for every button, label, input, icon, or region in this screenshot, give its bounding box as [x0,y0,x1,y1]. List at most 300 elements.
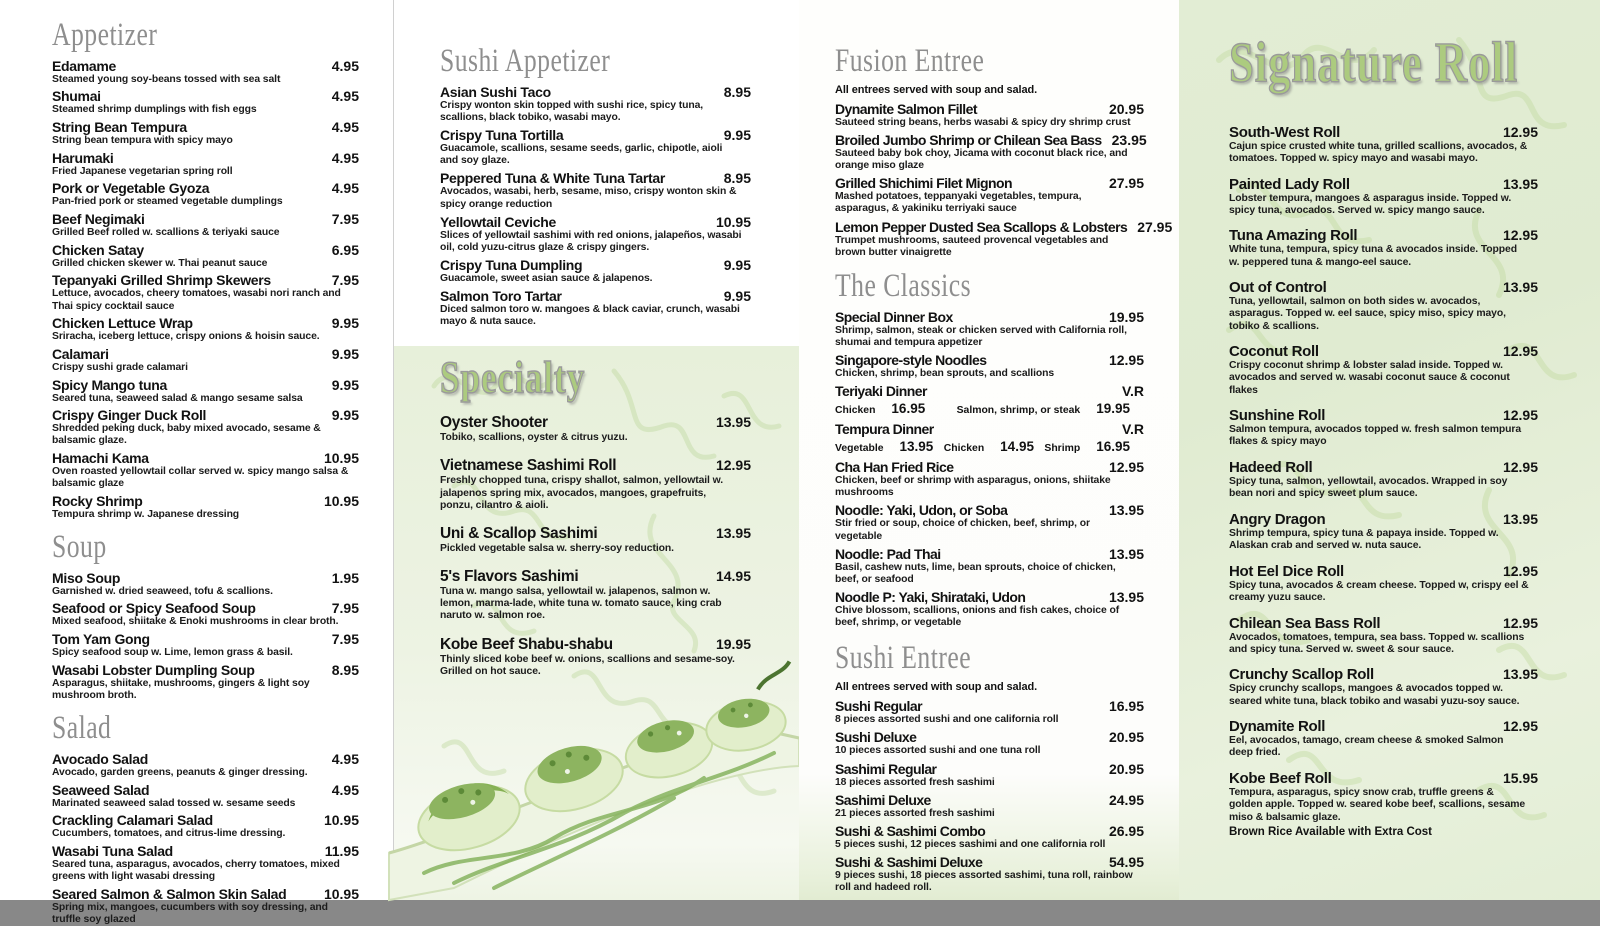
item-description: 8 pieces assorted sushi and one california roll [835,714,1059,726]
item-name: Avocado Salad [52,750,148,767]
item-name: Sashimi Regular [835,760,937,777]
menu-item [440,457,751,512]
item-description: Tobiko, scallions, oyster & citrus yuzu. [440,432,628,444]
item-price: 10.95 [715,213,751,230]
item-description: Spicy seafood soup w. Lime, lemon grass & basil. [52,647,293,659]
item-header [835,352,1144,368]
menu-item [52,180,359,208]
item-name: Crackling Calamari Salad [52,812,213,829]
item-price: 9.95 [331,376,359,393]
menu-item [52,782,359,810]
item-description: Steamed shrimp dumplings with fish eggs [52,104,257,116]
variant-label: Vegetable [835,443,884,455]
item-name: Seaweed Salad [52,781,150,798]
item-header [440,257,751,273]
item-price: 20.95 [1108,729,1144,746]
item-header [835,792,1144,808]
item-description: Garnished w. dried seaweed, tofu & scallions. [52,585,273,597]
item-header [52,180,359,196]
item-price: 4.95 [331,119,359,136]
item-header [835,218,1173,235]
item-name: Crispy Tuna Dumpling [440,257,583,274]
item-description: White tuna, tempura, spicy tuna & avocados inside. Topped w. peppered tuna & mango-eel sauce. [1229,244,1517,268]
menu-item [835,823,1144,851]
item-header [1229,615,1538,632]
item-description: Chicken, shrimp, bean sprouts, and scallions [835,367,1055,379]
item-name: Harumaki [52,149,114,166]
item-description: Marinated seaweed salad tossed w. sesame seeds [52,797,296,809]
item-header [1229,563,1538,580]
item-name: Coconut Roll [1229,343,1319,361]
menu-item [440,170,751,210]
item-header [835,729,1144,745]
item-name: South-West Roll [1229,123,1341,141]
item-header [52,631,359,647]
item-name: Hamachi Kama [52,450,149,467]
item-header [52,315,359,331]
item-price: 6.95 [331,241,359,258]
menu-item [835,309,1144,349]
menu-item [52,886,359,926]
specialty-zone [394,346,799,900]
item-price: 7.95 [331,600,359,617]
item-name: Uni & Scallop Sashimi [440,524,598,542]
section-title: Appetizer [52,15,158,53]
item-price: 54.95 [1108,854,1144,871]
item-price: 4.95 [331,781,359,798]
menu-item [835,175,1144,215]
item-price: 10.95 [323,812,359,829]
section-title: Sushi Appetizer [440,41,611,79]
item-price: 10.95 [323,885,359,902]
item-header [52,812,359,828]
item-header [1229,459,1538,476]
menu-item [835,589,1144,629]
item-name: Kobe Beef Roll [1229,770,1332,788]
variant-price: 14.95 [1000,439,1034,455]
item-price: 12.95 [1502,407,1538,424]
menu-item [835,421,1144,456]
sushi-photo-illustration [394,648,799,900]
item-header [835,309,1144,325]
item-name: Spicy Mango tuna [52,376,167,393]
item-header [52,407,359,423]
item-name: Vietnamese Sashimi Roll [440,457,617,475]
item-price: 27.95 [1108,175,1144,192]
item-header [52,150,359,166]
item-description: Lettuce, avocados, cheery tomatoes, wasabi nori ranch and Thai spicy cocktail sauce [52,288,341,312]
item-price: 14.95 [715,568,751,585]
item-price: 12.95 [1502,459,1538,476]
item-header [52,782,359,798]
item-description: Trumpet mushrooms, sauteed provencal vegetables and brown butter vinaigrette [835,234,1109,258]
item-name: Special Dinner Box [835,308,953,325]
item-header [52,88,359,104]
menu-item [52,211,359,239]
menu-item [52,493,359,521]
item-name: Calamari [52,345,109,362]
item-description: Spring mix, mangoes, cucumbers with soy dressing, and truffle soy glazed [52,901,328,925]
variant-label: Salmon, shrimp, or steak [956,405,1081,417]
item-description: Chive blossom, scallions, onions and fish cakes, choice of beef, shrimp, or vegetable [835,605,1120,629]
item-description: 10 pieces assorted sushi and one tuna roll [835,745,1041,757]
item-header [52,377,359,393]
item-description: Crispy coconut shrimp & lobster salad inside. Topped w. avocados and served w. wasabi coconut sauce & coconut flakes [1229,360,1510,396]
item-name: Out of Control [1229,279,1327,297]
item-price: 12.95 [1108,351,1144,368]
item-header [52,493,359,509]
item-price: 26.95 [1108,822,1144,839]
variant [835,438,933,456]
item-name: Sushi Regular [835,698,922,715]
item-price: 24.95 [1108,791,1144,808]
panel-sushi-appetizer-specialty [394,0,799,900]
menu-item [52,751,359,779]
variant-price: 13.95 [899,439,934,455]
item-header [835,459,1144,475]
menu-item [52,119,359,147]
item-price: 1.95 [331,569,359,586]
section-the-classics [835,266,1144,630]
item-name: Sushi & Sashimi Deluxe [835,854,983,871]
footer-note: Brown Rice Available with Extra Cost [1229,826,1433,838]
item-description: Lobster tempura, mangoes & asparagus inside. Topped w. spicy tuna, avocados. Served w. spicy mango sauce. [1229,192,1512,216]
variant [835,400,925,418]
item-name: Dynamite Salmon Fillet [835,100,977,117]
item-name: Shumai [52,88,101,105]
item-name: Noodle P: Yaki, Shirataki, Udon [835,589,1026,606]
section-title: The Classics [835,266,972,304]
item-description: Spicy tuna, salmon, yellowtail, avocados. Wrapped in soy bean nori and spicy sweet plum sauce. [1229,476,1508,500]
section-sushi-appetizer [440,41,751,329]
item-name: Kobe Beef Shabu-shabu [440,635,613,653]
item-price: 4.95 [331,88,359,105]
item-description: Freshly chopped tuna, crispy shallot, salmon, yellowtail w. jalapenos spring mix, avocados, mangoes, grapefruits, ponzu, cilantro & aioli. [440,475,723,511]
item-price: 20.95 [1108,760,1144,777]
item-name: Hadeed Roll [1229,459,1313,477]
item-name: Sushi Deluxe [835,729,917,746]
item-price: 4.95 [331,57,359,74]
item-price: 15.95 [1502,770,1538,787]
panel-signature-roll [1179,0,1600,900]
menu-item [835,729,1144,757]
item-price: 19.95 [1108,308,1144,325]
item-header [835,502,1144,518]
item-header [1229,279,1538,296]
item-header [440,127,751,143]
item-header [440,457,751,475]
item-name: Rocky Shrimp [52,492,143,509]
item-name: Peppered Tuna & White Tuna Tartar [440,170,666,187]
section-sushi-entree [835,639,1144,894]
variant-price: 16.95 [891,401,926,417]
item-price: 12.95 [1108,459,1144,476]
menu-item [1229,718,1538,759]
item-description: Tuna w. mango salsa, yellowtail w. jalapenos, salmon w. lemon, marma-lade, white tuna w. tomato sauce, king crab naruto w. salmon roe. [440,586,722,622]
item-price: V.R [1121,383,1144,400]
item-price: 7.95 [331,211,359,228]
item-name: Teriyaki Dinner [835,383,927,400]
item-description: Mixed seafood, shiitake & Enoki mushrooms in clear broth. [52,616,339,628]
section-title: Fusion Entree [835,41,985,79]
menu-item [440,84,751,124]
item-description: Tempura shrimp w. Japanese dressing [52,508,240,520]
item-description: Pickled vegetable salsa w. sherry-soy reduction. [440,542,674,554]
item-description: Stir fried or soup, choice of chicken, beef, shrimp, or vegetable [835,518,1090,542]
item-name: Salmon Toro Tartar [440,288,562,305]
item-price: 12.95 [1502,718,1538,735]
item-price: 13.95 [1108,545,1144,562]
panel-appetizer-soup-salad [0,0,394,925]
item-price: 8.95 [331,661,359,678]
item-price: 13.95 [1502,510,1538,527]
item-price: 4.95 [331,149,359,166]
item-price: 23.95 [1111,131,1147,148]
menu-item [52,570,359,598]
item-description: String bean tempura with spicy mayo [52,135,233,147]
menu-item [52,88,359,116]
menu-item [1229,615,1538,656]
menu-item [52,812,359,840]
menu-item [52,843,359,883]
item-description: Salmon tempura, avocados topped w. fresh salmon tempura flakes & spicy mayo [1229,424,1522,448]
item-name: Painted Lady Roll [1229,175,1350,193]
item-name: Seared Salmon & Salmon Skin Salad [52,885,287,902]
item-name: Tuna Amazing Roll [1229,227,1358,245]
item-price: 12.95 [1502,227,1538,244]
item-name: Miso Soup [52,569,121,586]
item-header [1229,407,1538,424]
menu-item [52,58,359,86]
item-name: Angry Dragon [1229,510,1326,528]
item-price: 16.95 [1108,698,1144,715]
item-header [440,84,751,100]
menu-item [440,288,751,328]
item-name: Sunshine Roll [1229,407,1326,425]
item-description: Avocados, wasabi, herb, sesame, miso, crispy wonton skin & spicy orange reduction [440,186,737,210]
item-header [440,568,751,586]
item-description: Shrimp, salmon, steak or chicken served with California roll, shumai and tempura appetizer [835,324,1127,348]
item-description: Sriracha, iceberg lettuce, crispy onions & hoisin sauce. [52,331,320,343]
item-price: 7.95 [331,631,359,648]
item-description: Oven roasted yellowtail collar served w. spicy mango salsa & balsamic glaze [52,466,349,490]
menu-item [1229,459,1538,500]
menu-item [440,214,751,254]
menu-item [835,502,1144,542]
menu-item [835,546,1144,586]
menu-item [52,662,359,702]
item-price: 12.95 [1502,123,1538,140]
menu-item [52,600,359,628]
item-name: Tepanyaki Grilled Shrimp Skewers [52,272,271,289]
item-description: Basil, cashew nuts, lime, bean sprouts, choice of chicken, beef, or seafood [835,561,1116,585]
menu-item [835,792,1144,820]
item-price: 13.95 [715,414,751,431]
item-header [52,570,359,586]
menu-item [835,101,1144,129]
item-header [52,272,359,288]
item-price: 19.95 [715,635,751,652]
variant-price: 19.95 [1096,401,1130,417]
menu-item [52,407,359,447]
item-price: 12.95 [1502,343,1538,360]
item-name: Seafood or Spicy Seafood Soup [52,600,256,617]
item-description: Cajun spice crusted white tuna, grilled scallions, avocados, & tomatoes. Topped w. spicy mayo and wasabi mayo. [1229,140,1528,164]
item-name: Noodle: Yaki, Udon, or Soba [835,502,1008,519]
menu-item [52,450,359,490]
item-name: Dynamite Roll [1229,718,1326,736]
item-header [1229,770,1538,787]
item-name: Grilled Shichimi Filet Mignon [835,175,1012,192]
item-header [440,525,751,543]
section-title: Salad [52,708,112,746]
item-description: Seared tuna, asparagus, avocados, cherry tomatoes, mixed greens with light wasabi dressing [52,858,340,883]
menu-item [835,218,1173,259]
menu-item [1229,511,1538,552]
item-description: Mashed potatoes, teppanyaki vegetables, tempura, asparagus, & yakiniku terriyaki sauce [835,191,1082,215]
menu-item [52,242,359,270]
item-header [835,101,1144,117]
item-name: Singapore-style Noodles [835,351,987,368]
item-description: Shredded peking duck, baby mixed avocado, sesame & balsamic glaze. [52,423,321,447]
menu-item [835,131,1147,172]
section-salad [52,708,359,926]
item-name: Pork or Vegetable Gyoza [52,180,210,197]
item-name: Oyster Shooter [440,414,548,432]
item-description: Diced salmon toro w. mangoes & black caviar, crunch, wasabi mayo & nuta sauce. [440,304,740,328]
item-name: Yellowtail Ceviche [440,213,556,230]
item-header [835,546,1144,562]
variant-label: Shrimp [1044,443,1081,455]
item-name: Asian Sushi Taco [440,83,551,100]
section-fusion-entree [835,41,1173,259]
item-price: 8.95 [723,83,751,100]
section-appetizer [52,15,359,521]
item-header [440,414,751,432]
item-description: Shrimp tempura, spicy tuna & papaya inside. Topped w. Alaskan crab and served w. nuta sauce. [1229,527,1499,552]
item-name: Wasabi Tuna Salad [52,842,173,859]
section-note: All entrees served with soup and salad. [835,83,1038,96]
item-header [835,698,1144,714]
item-header [52,600,359,616]
item-header [835,131,1147,148]
item-description: 9 pieces sushi, 18 pieces assorted sashimi, tuna roll, rainbow roll and hadeed roll. [835,870,1133,894]
menu-item [52,346,359,374]
item-header [1229,718,1538,735]
menu-item [440,127,751,167]
menu-item [440,257,751,285]
item-description: 18 pieces assorted fresh sashimi [835,776,995,788]
item-price: 11.95 [324,842,359,859]
menu-item [440,414,751,444]
item-header [440,170,751,186]
item-header [835,761,1144,777]
item-description: Spicy tuna, avocados & cream cheese. Topped w, crispy eel & creamy yuzu sauce. [1229,579,1529,603]
item-name: Edamame [52,57,117,74]
item-header [52,346,359,362]
menu-item [52,272,359,312]
item-name: 5's Flavors Sashimi [440,568,579,586]
item-description: Avocados, tomatoes, tempura, sea bass. Topped w. scallions and spicy tuna. Served w. sweet & sour sauce. [1229,631,1525,655]
item-price: 12.95 [1502,562,1538,579]
item-variants [835,400,1144,418]
menu-item [52,377,359,405]
menu-item [1229,666,1538,707]
item-description: Tempura, asparagus, spicy snow crab, truffle greens & golden apple. Topped w. seared kobe beef, scallions, sesame miso & balsamic glaze. [1229,787,1526,823]
item-description: Sauteed baby bok choy, Jicama with coconut black rice, and orange miso glaze [835,147,1128,172]
item-header [52,211,359,227]
item-header [52,662,359,678]
item-header [52,450,359,466]
item-price: 9.95 [331,407,359,424]
item-price: V.R [1121,421,1144,438]
item-description: Fried Japanese vegetarian spring roll [52,165,233,177]
item-header [835,421,1144,437]
menu-item [1229,227,1538,268]
item-header [1229,227,1538,244]
item-name: Beef Negimaki [52,211,145,228]
item-name: Tempura Dinner [835,421,934,438]
item-name: Chicken Satay [52,241,144,258]
item-name: Lemon Pepper Dusted Sea Scallops & Lobsters [835,218,1128,235]
menu-item [835,352,1144,380]
item-description: Chicken, beef or shrimp with asparagus, onions, shiitake mushrooms [835,475,1111,499]
item-price: 20.95 [1108,100,1144,117]
item-description: Tuna, yellowtail, salmon on both sides w. avocados, asparagus. Topped w. eel sauce, spicy miso, spicy mayo, tobiko & scallions. [1229,296,1506,332]
item-header [440,288,751,304]
item-price: 12.95 [715,457,751,474]
menu-item [1229,563,1538,604]
item-description: Seared tuna, seaweed salad & mango sesame salsa [52,392,303,404]
item-description: Guacamole, scallions, sesame seeds, garlic, chipotle, aioli and soy glaze. [440,143,723,167]
section-signature-roll [1229,31,1538,824]
item-price: 10.95 [323,450,359,467]
menu-item [440,568,751,623]
item-description: 5 pieces sushi, 12 pieces sashimi and one california roll [835,838,1106,850]
item-price: 27.95 [1137,218,1173,235]
item-price: 7.95 [331,272,359,289]
menu-item [835,383,1144,418]
item-price: 13.95 [1108,502,1144,519]
item-header [52,119,359,135]
panel-entrees [799,0,1179,900]
item-name: Crunchy Scallop Roll [1229,666,1374,684]
section-title: Sushi Entree [835,639,972,676]
menu-item [835,698,1144,726]
item-description: Guacamole, sweet asian sauce & jalapenos. [440,273,653,285]
menu-item [835,459,1144,499]
item-header [52,751,359,767]
menu-item [52,150,359,178]
item-name: Crispy Tuna Tortilla [440,127,564,144]
item-name: Crispy Ginger Duck Roll [52,407,207,424]
variant [957,400,1130,418]
section-title: Specialty [440,353,586,404]
item-price: 9.95 [723,257,751,274]
item-header [52,242,359,258]
menu-item [440,525,751,555]
item-description: Grilled chicken skewer w. Thai peanut sauce [52,257,268,269]
variant [1044,438,1130,456]
item-price: 13.95 [1108,589,1144,606]
menu-item [1229,407,1538,448]
item-price: 8.95 [723,170,751,187]
item-price: 9.95 [331,345,359,362]
item-description: Crispy sushi grade calamari [52,361,188,373]
item-description: Cucumbers, tomatoes, and citrus-lime dressing. [52,828,286,840]
item-description: Asparagus, shiitake, mushrooms, gingers & light soy mushroom broth. [52,677,310,701]
item-description: Avocado, garden greens, peanuts & ginger dressing. [52,766,308,778]
